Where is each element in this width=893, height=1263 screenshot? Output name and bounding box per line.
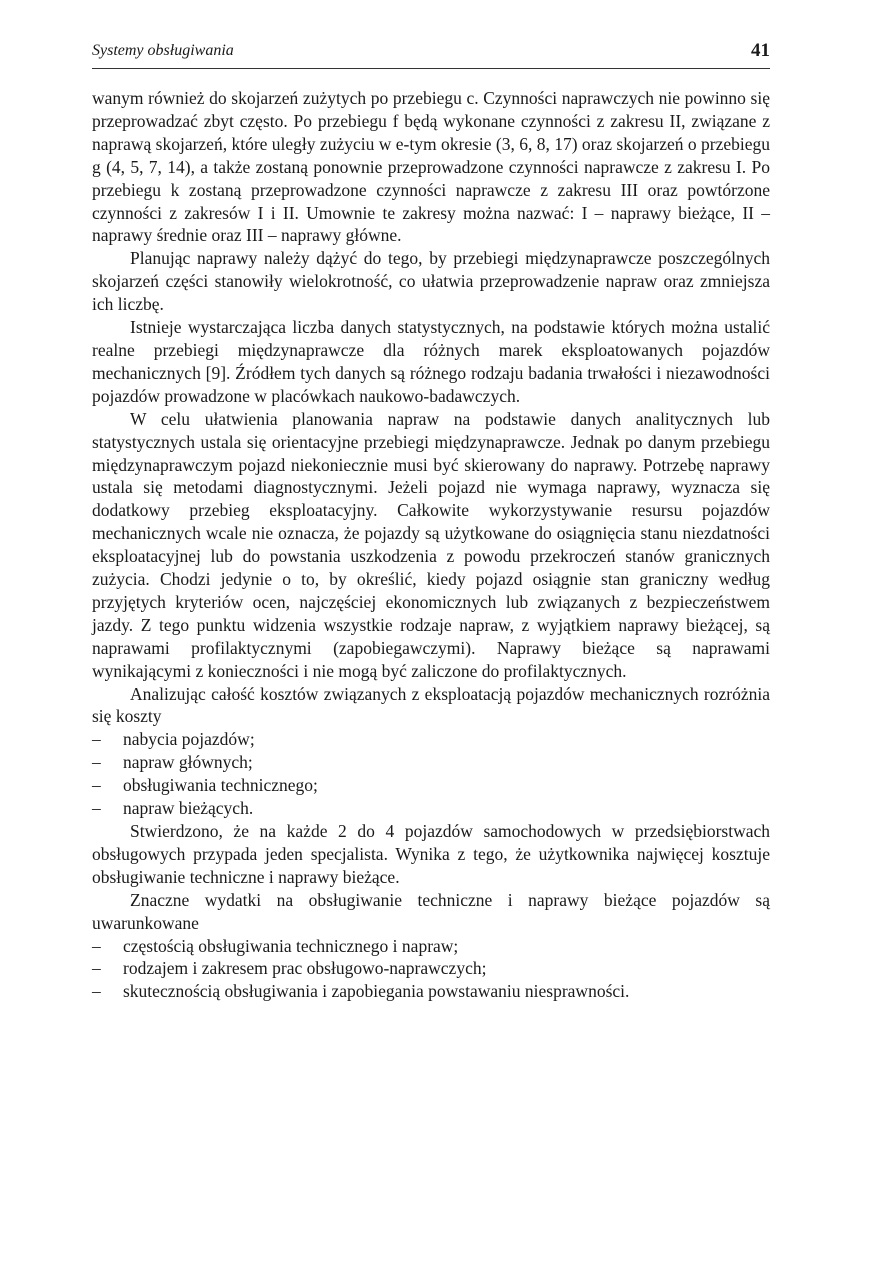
list-item <box>92 935 770 958</box>
list-dash: – <box>92 958 101 979</box>
paragraph-continued: wanym również do skojarzeń zużytych po przebiegu c. Czynności naprawczych nie powinno się przeprowadzać zbyt często. Po przebiegu f będą wykonane czynności z zakresu II, związane z naprawą skojarzeń, które uległy zużyciu w e-tym okresie (3, 6, 8, 17) oraz skojarzeń o przebiegu g (4, 5, 7, 14), a także zostaną ponownie przeprowadzone czynności naprawcze z zakresu I. Po przebiegu k zostaną przeprowadzone czynności naprawcze z zakresu III oraz powtórzone czynności z zakresów I i II. Umownie te zakresy można nazwać: I – naprawy bieżące, II – naprawy średnie oraz III – naprawy główne. <box>92 88 770 246</box>
list-item-text: napraw bieżących. <box>123 798 254 819</box>
list-item-text: nabycia pojazdów; <box>123 729 255 750</box>
paragraph: Planując naprawy należy dążyć do tego, by przebiegi międzynaprawcze poszczególnych skojarzeń części stanowiły wielokrotność, co ułatwia przeprowadzenie napraw oraz zmniejsza ich liczbę. <box>92 248 770 315</box>
list-dash: – <box>92 798 101 819</box>
list-item <box>92 751 770 774</box>
factors-list <box>92 935 770 1004</box>
paragraph: Stwierdzono, że na każde 2 do 4 pojazdów samochodowych w przedsiębiorstwach obsługowych przypada jeden specjalista. Wynika z tego, że użytkownika najwięcej kosztuje obsługiwanie techniczne i naprawy bieżące. <box>92 821 770 887</box>
list-item-text: rodzajem i zakresem prac obsługowo-naprawczych; <box>123 958 487 979</box>
list-item <box>92 957 770 980</box>
list-item <box>92 980 770 1003</box>
list-item <box>92 774 770 797</box>
list-item <box>92 728 770 751</box>
paragraph: Znaczne wydatki na obsługiwanie techniczne i naprawy bieżące pojazdów są uwarunkowane <box>92 889 770 933</box>
page-number: 41 <box>751 40 770 61</box>
page-body <box>92 87 770 1003</box>
paragraph: Analizując całość kosztów związanych z eksploatacją pojazdów mechanicznych rozróżnia się koszty <box>92 683 770 727</box>
list-item-text: częstością obsługiwania technicznego i napraw; <box>123 935 459 956</box>
list-dash: – <box>92 752 101 773</box>
cost-list <box>92 728 770 820</box>
list-dash: – <box>92 729 101 750</box>
paragraph: W celu ułatwienia planowania napraw na podstawie danych analitycznych lub statystycznych ustala się orientacyjne przebiegi międzynaprawcze. Jednak po danym przebiegu międzynaprawczym pojazd niekoniecznie musi być skierowany do naprawy. Potrzebę naprawy ustala się metodami diagnostycznymi. Jeżeli pojazd nie wymaga naprawy, wyznacza się dodatkowy przebieg eksploatacyjny. Całkowite wykorzystywanie resursu pojazdów mechanicznych wcale nie oznacza, że pojazdy są użytkowane do osiągnięcia stanu niezdatności eksploatacyjnej lub do powstania uszkodzenia z powodu przekroczeń stanów granicznych zużycia. Chodzi jedynie o to, by określić, kiedy pojazd osiągnie stan graniczny według przyjętych kryteriów ocen, najczęściej ekonomicznych lub związanych z bezpieczeństwem jazdy. Z tego punktu widzenia wszystkie rodzaje napraw, z wyjątkiem naprawy bieżącej, są naprawami profilaktycznymi (zapobiegawczymi). Naprawy bieżące są naprawami wynikającymi z konieczności i nie mogą być zaliczone do profilaktycznych. <box>92 408 770 681</box>
list-item <box>92 797 770 820</box>
list-item-text: obsługiwania technicznego; <box>123 775 318 796</box>
list-item-text: skutecznością obsługiwania i zapobiegania powstawaniu niesprawności. <box>123 981 630 1002</box>
list-dash: – <box>92 775 101 796</box>
list-item-text: napraw głównych; <box>123 752 253 773</box>
page-header <box>92 38 770 69</box>
paragraph: Istnieje wystarczająca liczba danych statystycznych, na podstawie których można ustalić realne przebiegi międzynaprawcze dla różnych marek eksploatowanych pojazdów mechanicznych [9]. Źródłem tych danych są różnego rodzaju badania trwałości i niezawodności pojazdów prowadzone w placówkach naukowo-badawczych. <box>92 317 770 406</box>
running-title: Systemy obsługiwania <box>92 42 234 59</box>
list-dash: – <box>92 935 101 956</box>
list-dash: – <box>92 981 101 1002</box>
